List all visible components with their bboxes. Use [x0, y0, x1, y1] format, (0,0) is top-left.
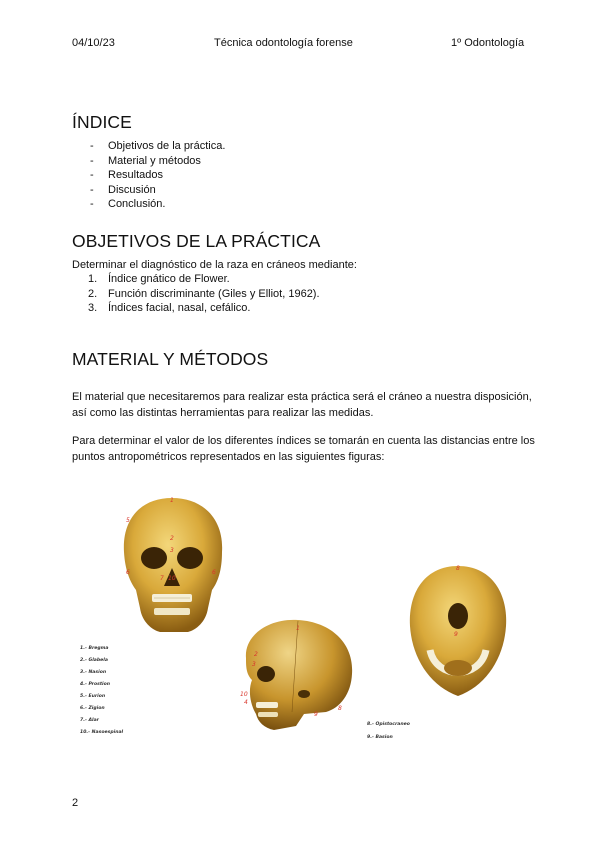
frontal-mark: 1: [170, 497, 174, 504]
frontal-skull-image: [124, 498, 222, 632]
basal-mark: 8: [456, 565, 460, 572]
legend-left: [80, 645, 124, 735]
basal-skull-image: [410, 566, 506, 696]
objectives-item: [88, 287, 320, 302]
frontal-mark: 10: [168, 575, 176, 582]
legend-item: 5.- Eurion: [80, 694, 106, 699]
legend-item: 2.- Glabela: [80, 658, 108, 663]
lateral-mark: 2: [254, 651, 258, 658]
objectives-list: [88, 272, 320, 316]
lateral-mark: 3: [252, 661, 256, 668]
objectives-item: [88, 301, 320, 316]
skull-figure: [60, 490, 550, 750]
frontal-mark: 7: [160, 575, 164, 582]
frontal-mark: 6: [212, 569, 216, 576]
frontal-mark: 2: [170, 535, 174, 542]
legend-item: 9.- Basion: [367, 735, 393, 740]
legend-item: 7.- Alar: [80, 718, 99, 723]
materials-paragraph-2: Para determinar el valor de los diferentes índices se tomarán en cuenta las distancias entre los puntos antropométricos representados en las siguientes figuras:: [72, 435, 535, 463]
index-item: - Resultados: [88, 168, 225, 183]
index-list: [88, 139, 225, 212]
legend-right: [367, 721, 410, 740]
page-number: 2: [72, 797, 79, 809]
lateral-mark: 9: [314, 711, 318, 718]
index-item: - Material y métodos: [88, 154, 225, 169]
lateral-mark: 4: [244, 699, 248, 706]
item-number: 3.: [88, 302, 98, 315]
item-text: Función discriminante (Giles y Elliot, 1962).: [108, 287, 320, 300]
lateral-skull-image: [246, 620, 352, 730]
materials-paragraph-1: El material que necesitaremos para realizar esta práctica será el cráneo a nuestra disposición, así como las distintas herramientas para realizar las medidas.: [72, 391, 532, 419]
item-text: Índice gnático de Flower.: [108, 273, 230, 285]
legend-item: 6.- Zigion: [80, 706, 105, 711]
lateral-mark: 10: [240, 691, 248, 698]
lateral-mark: 1: [296, 625, 300, 632]
frontal-mark: 6: [126, 569, 130, 576]
header-date: 04/10/23: [72, 37, 115, 49]
item-number: 1.: [88, 273, 98, 285]
legend-item: 4.- Prostion: [80, 682, 111, 687]
legend-item: 1.- Bregma: [80, 646, 109, 651]
objectives-heading: OBJETIVOS DE LA PRÁCTICA: [72, 231, 321, 251]
frontal-mark: 5: [126, 517, 130, 524]
frontal-mark: 3: [170, 547, 174, 554]
index-item: - Discusión: [88, 183, 225, 198]
legend-item: 3.- Nasion: [80, 670, 107, 675]
index-item: - Objetivos de la práctica.: [88, 139, 225, 154]
index-heading: ÍNDICE: [72, 112, 132, 132]
basal-mark: 9: [454, 631, 458, 638]
objectives-item: [88, 272, 320, 287]
index-item: - Conclusión.: [88, 197, 225, 212]
item-text: Índices facial, nasal, cefálico.: [108, 302, 251, 315]
legend-item: 8.- Opistocraneo: [367, 722, 410, 727]
lateral-mark: 8: [338, 705, 342, 712]
header-course: 1º Odontología: [451, 37, 525, 49]
objectives-intro: Determinar el diagnóstico de la raza en cráneos mediante:: [72, 259, 357, 271]
legend-item: 10.- Nasoespinal: [80, 730, 124, 735]
header-title: Técnica odontología forense: [214, 37, 353, 49]
materials-heading: MATERIAL Y MÉTODOS: [72, 349, 269, 369]
item-number: 2.: [88, 287, 98, 300]
